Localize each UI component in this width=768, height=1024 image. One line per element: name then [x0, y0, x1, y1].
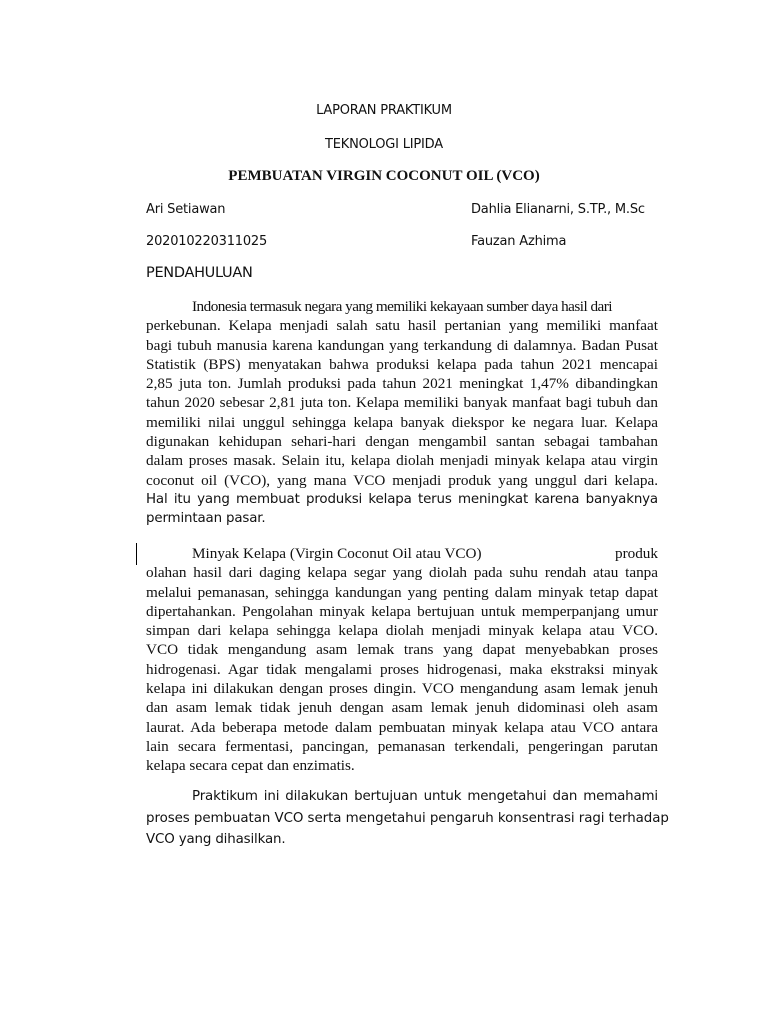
paragraph-line: digunakan kehidupan sehari-hari dengan mengambil santan sebagai tambahan: [146, 433, 658, 451]
paragraph-line: permintaan pasar.: [146, 511, 266, 527]
paragraph-line: olahan hasil dari daging kelapa segar yang diolah pada suhu rendah atau tanpa: [146, 564, 658, 582]
paragraph-line: bagi tubuh manusia karena kandungan yang terkandung di dalamnya. Badan Pusat: [146, 336, 658, 354]
assistant-name: Fauzan Azhima: [471, 234, 567, 249]
paragraph-line: laurat. Ada beberapa metode dalam pembuatan minyak kelapa atau VCO antara: [146, 718, 658, 736]
paragraph-first-line: [146, 544, 658, 563]
paragraph-line-end: produk: [614, 545, 658, 562]
paragraph-line: 2,85 juta ton. Jumlah produksi pada tahun 2021 meningkat 1,47% dibandingkan: [146, 375, 658, 393]
paragraph-line: Indonesia termasuk negara yang memiliki kekayaan sumber daya hasil dari: [192, 298, 612, 315]
paragraph-line: kelapa secara cepat dan enzimatis.: [146, 757, 355, 775]
paragraph-line: Statistik (BPS) menyatakan bahwa produksi kelapa pada tahun 2021 mencapai: [146, 355, 658, 373]
paragraph-line: perkebunan. Kelapa menjadi salah satu hasil pertanian yang memiliki manfaat: [146, 317, 658, 335]
paragraph-line: proses pembuatan VCO serta mengetahui pengaruh konsentrasi ragi terhadap: [146, 810, 669, 826]
paragraph-line: hidrogenasi. Agar tidak mengalami proses hidrogenasi, maka ekstraksi minyak: [146, 660, 658, 678]
paragraph-line: tahun 2020 sebesar 2,81 juta ton. Kelapa memiliki banyak manfaat bagi tubuh dan: [146, 394, 658, 412]
paragraph-line: dan asam lemak tidak jenuh dengan asam lemak jenuh didominasi oleh asam: [146, 699, 658, 717]
paragraph-line: kelapa ini dilakukan dengan proses dingin. VCO mengandung asam lemak jenuh: [146, 680, 658, 698]
student-name: Ari Setiawan: [146, 202, 226, 217]
paragraph-line: lain secara fermentasi, pancingan, pemanasan terkendali, pengeringan parutan: [146, 737, 658, 755]
paragraph-line: Praktikum ini dilakukan bertujuan untuk mengetahui dan memahami: [192, 789, 658, 804]
paragraph-line-start: Minyak Kelapa (Virgin Coconut Oil atau VCO): [192, 545, 482, 562]
paragraph-line: VCO tidak mengandung asam lemak trans yang dapat menyebabkan proses: [146, 641, 658, 659]
paragraph-line: dipertahankan. Pengolahan minyak kelapa bertujuan untuk memperpanjang umur: [146, 602, 658, 620]
paragraph-objective: [146, 786, 669, 851]
report-label: LAPORAN PRAKTIKUM: [316, 103, 452, 118]
paragraph-line: VCO yang dihasilkan.: [146, 832, 286, 847]
lecturer-name: Dahlia Elianarni, S.TP., M.Sc: [471, 202, 645, 217]
paragraph-line: melalui pemanasan, sehingga kandungan yang penting dalam minyak tetap dapat: [146, 583, 658, 601]
course-name: TEKNOLOGI LIPIDA: [325, 137, 443, 152]
paragraph-line: simpan dari kelapa sehingga kelapa diolah menjadi minyak kelapa atau VCO.: [146, 622, 658, 640]
paragraph-line: dalam proses masak. Selain itu, kelapa diolah menjadi minyak kelapa atau virgin: [146, 452, 658, 470]
paragraph-intro: [146, 297, 658, 529]
paragraph-line: coconut oil (VCO), yang mana VCO menjadi produk yang unggul dari kelapa.: [146, 471, 658, 489]
paragraph-line: memiliki nilai unggul sehingga kelapa banyak diekspor ke negara luar. Kelapa: [146, 413, 658, 431]
text-cursor: [136, 543, 137, 565]
student-id: 202010220311025: [146, 234, 268, 249]
paragraph-vco[interactable]: [146, 544, 658, 776]
paragraph-line: Hal itu yang membuat produksi kelapa terus meningkat karena banyaknya: [146, 491, 658, 507]
document-title: PEMBUATAN VIRGIN COCONUT OIL (VCO): [228, 168, 540, 184]
section-heading: PENDAHULUAN: [146, 265, 253, 281]
